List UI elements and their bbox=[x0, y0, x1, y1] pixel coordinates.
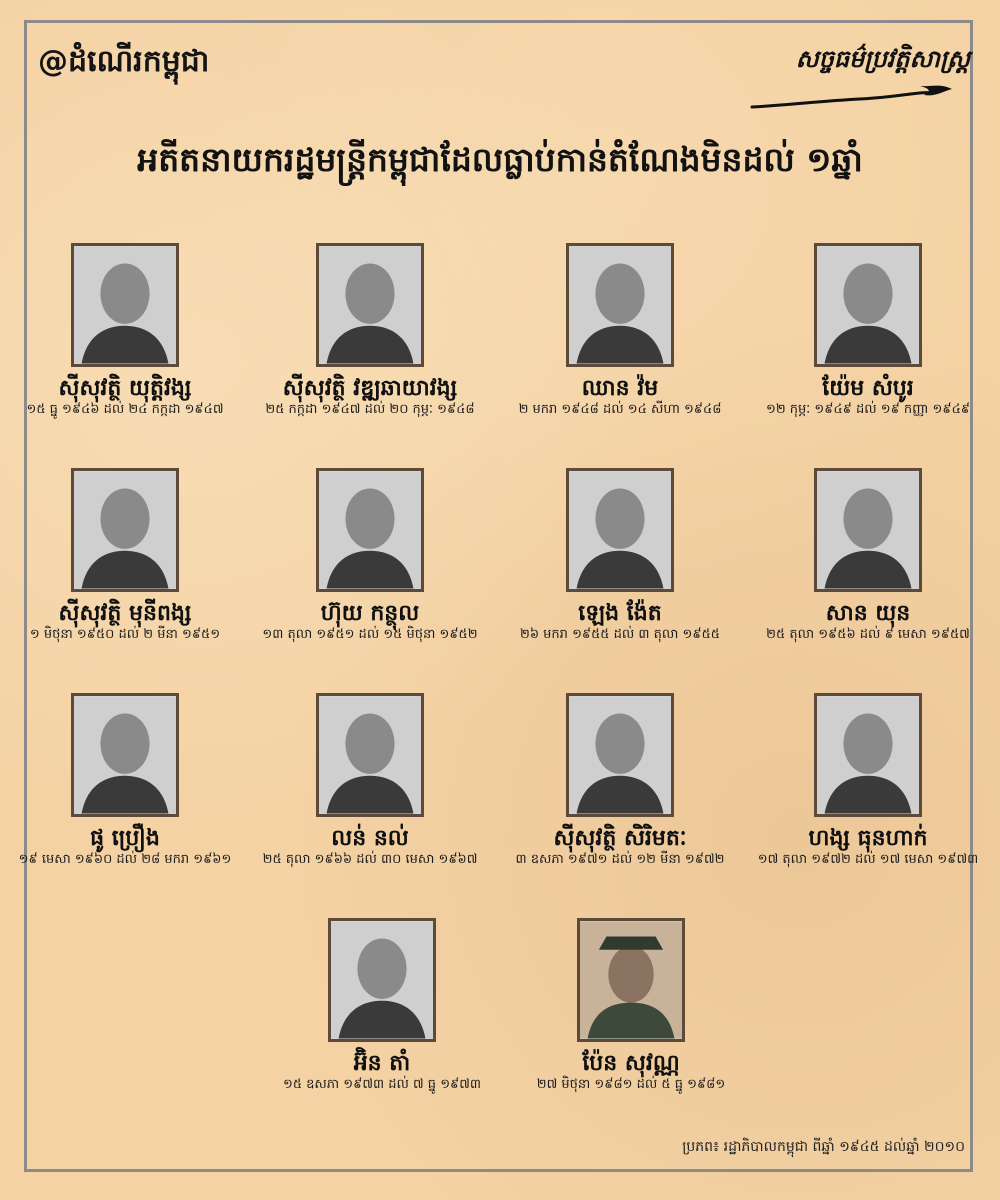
term-dates: ១៩ មេសា ១៩៦០ ដល់ ២៨ មករា ១៩៦១ bbox=[18, 852, 232, 868]
term-dates: ១៥ ឧសភា ១៩៧៣ ដល់ ៧ ធ្នូ ១៩៧៣ bbox=[282, 1077, 482, 1093]
portrait-photo-icon bbox=[814, 693, 922, 817]
prime-minister-name: សាន យុន bbox=[825, 601, 911, 626]
account-handle: @ដំណើរកម្ពុជា bbox=[38, 44, 210, 79]
portrait-photo-icon bbox=[566, 243, 674, 367]
portrait-photo-icon bbox=[71, 468, 179, 592]
brand-text: សច្ចធម៌ប្រវត្តិសាស្ត្រ bbox=[795, 45, 970, 73]
prime-minister-name: ស៊ីសុវត្ថិ មុនីពង្ស bbox=[58, 601, 192, 626]
prime-minister-name: ស៊ីសុវត្ថិ យុត្តិវង្ស bbox=[58, 376, 192, 401]
prime-minister-card bbox=[245, 468, 495, 642]
portrait-photo-icon bbox=[328, 918, 436, 1042]
prime-minister-name: ហ៊ុយ កន្ថុល bbox=[320, 601, 420, 626]
prime-minister-card bbox=[0, 693, 250, 867]
prime-minister-name: ឈាន វ៉ម bbox=[581, 376, 659, 401]
prime-minister-card bbox=[0, 243, 250, 417]
prime-minister-card bbox=[506, 918, 756, 1092]
prime-minister-card bbox=[245, 243, 495, 417]
portrait-photo-icon bbox=[316, 243, 424, 367]
portrait-photo-icon bbox=[577, 918, 685, 1042]
term-dates: ២៥ តុលា ១៩៥៦ ដល់ ៩ មេសា ១៩៥៧ bbox=[766, 627, 970, 643]
prime-minister-card bbox=[495, 468, 745, 642]
prime-minister-card bbox=[495, 693, 745, 867]
prime-minister-name: ប៉ែន សុវណ្ណ bbox=[582, 1051, 680, 1076]
term-dates: ១៣ តុលា ១៩៥១ ដល់ ១៥ មិថុនា ១៩៥២ bbox=[262, 627, 478, 643]
prime-minister-name: ស៊ីសុវត្ថិ វឌ្ឍឆាយាវង្ស bbox=[282, 376, 458, 401]
prime-minister-card bbox=[0, 468, 250, 642]
portrait-photo-icon bbox=[566, 468, 674, 592]
prime-minister-card bbox=[743, 468, 993, 642]
prime-minister-name: ហង្ស ធុនហាក់ bbox=[808, 826, 928, 851]
prime-minister-card bbox=[245, 693, 495, 867]
prime-minister-name: ឡេង ង៉ែត bbox=[578, 601, 662, 626]
source-note: ប្រភព៖ រដ្ឋាភិបាលកម្ពុជា ពីឆ្នាំ ១៩៤៥ ដល់ឆ្នាំ ២០១០ bbox=[682, 1139, 965, 1155]
page-title: អតីតនាយករដ្ឋមន្ត្រីកម្ពុជាដែលធ្លាប់កាន់តំណែងមិនដល់ ១ឆ្នាំ bbox=[137, 140, 863, 179]
prime-minister-name: យ៉ែម សំបូរ bbox=[822, 376, 914, 401]
portrait-photo-icon bbox=[71, 243, 179, 367]
term-dates: ១២ កុម្ភៈ ១៩៤៩ ដល់ ១៩ កញ្ញា ១៩៤៩ bbox=[765, 402, 971, 418]
term-dates: ២ មករា ១៩៤៨ ដល់ ១៤ សីហា ១៩៤៨ bbox=[518, 402, 722, 418]
portrait-photo-icon bbox=[71, 693, 179, 817]
prime-minister-card bbox=[257, 918, 507, 1092]
portrait-photo-icon bbox=[566, 693, 674, 817]
prime-minister-name: អ៊ិន តាំ bbox=[353, 1051, 411, 1076]
term-dates: ២៥ កក្កដា ១៩៤៧ ដល់ ២០ កុម្ភៈ ១៩៤៨ bbox=[265, 402, 475, 418]
portrait-photo-icon bbox=[814, 243, 922, 367]
prime-minister-name: ផូ ប្រឿង bbox=[90, 826, 160, 851]
prime-minister-card bbox=[743, 243, 993, 417]
term-dates: ២៥ តុលា ១៩៦៦ ដល់ ៣០ មេសា ១៩៦៧ bbox=[262, 852, 478, 868]
portrait-photo-icon bbox=[814, 468, 922, 592]
term-dates: ៣ ឧសភា ១៩៧១ ដល់ ១២ មីនា ១៩៧២ bbox=[515, 852, 725, 868]
prime-minister-name: លន់ នល់ bbox=[331, 826, 409, 851]
prime-minister-card bbox=[495, 243, 745, 417]
term-dates: ២៧ មិថុនា ១៩៨១ ដល់ ៥ ធ្នូ ១៩៨១ bbox=[536, 1077, 726, 1093]
prime-minister-card bbox=[743, 693, 993, 867]
term-dates: ១ មិថុនា ១៩៥០ ដល់ ២ មីនា ១៩៥១ bbox=[29, 627, 221, 643]
prime-minister-name: ស៊ីសុវត្ថិ សិរិមតៈ bbox=[553, 826, 687, 851]
portrait-photo-icon bbox=[316, 693, 424, 817]
term-dates: ១៥ ធ្នូ ១៩៤៦ ដល់ ២៤ កក្កដា ១៩៤៧ bbox=[26, 402, 224, 418]
term-dates: ២៦ មករា ១៩៥៥ ដល់ ៣ តុលា ១៩៥៥ bbox=[520, 627, 720, 643]
portrait-photo-icon bbox=[316, 468, 424, 592]
term-dates: ១៧ តុលា ១៩៧២ ដល់ ១៧ មេសា ១៩៧៣ bbox=[757, 852, 979, 868]
